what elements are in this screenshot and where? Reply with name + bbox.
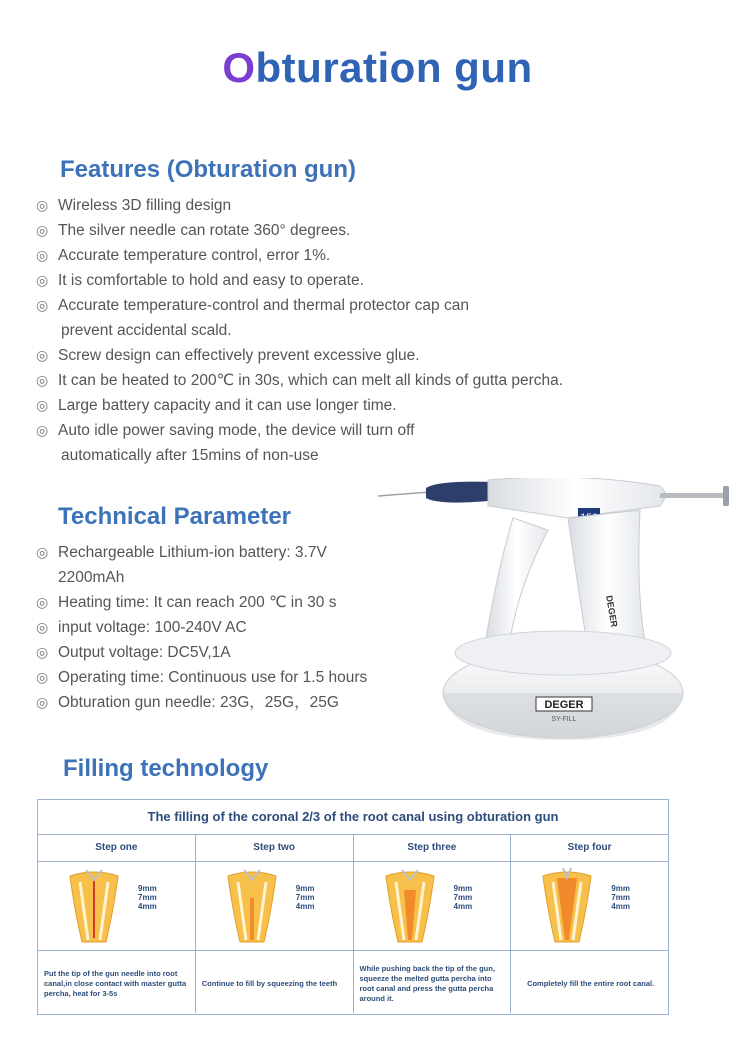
mm-label: 9mm xyxy=(138,884,157,893)
tooth-diagram xyxy=(224,868,280,946)
mm-label: 9mm xyxy=(453,884,473,893)
title-rest: bturation gun xyxy=(255,44,533,91)
steps-description-row xyxy=(38,951,668,1013)
list-item: ◎ Operating time: Continuous use for 1.5 hours xyxy=(36,669,368,686)
list-item: ◎ It is comfortable to hold and easy to operate. xyxy=(36,272,364,289)
list-item: ◎ Obturation gun needle: 23G，25G，25G xyxy=(36,694,339,711)
filling-heading: Filling technology xyxy=(63,755,269,782)
mm-label: 4mm xyxy=(453,902,473,911)
tooth-diagram xyxy=(539,868,595,946)
needle-shape xyxy=(378,492,430,496)
list-item: ◎ Wireless 3D filling design xyxy=(36,197,232,214)
technical-heading: Technical Parameter xyxy=(58,503,292,530)
step-label: Step two xyxy=(196,835,354,861)
mm-label: 4mm xyxy=(138,902,157,911)
table-title: The filling of the coronal 2/3 of the root canal using obturation gun xyxy=(38,800,668,835)
list-item: ◎ Output voltage: DC5V,1A xyxy=(36,644,231,661)
base-model: SY-FILL xyxy=(551,716,577,723)
step-image-cell xyxy=(354,862,512,950)
list-item: ◎ input voltage: 100-240V AC xyxy=(36,619,247,636)
step-label: Step three xyxy=(354,835,512,861)
tooth-diagram xyxy=(66,868,122,946)
step-description: While pushing back the tip of the gun, squeeze the melted gutta percha into root canal and press the gutta percha around it. xyxy=(354,951,512,1013)
mm-label: 4mm xyxy=(295,902,315,911)
list-item: ◎ Accurate temperature-control and thermal protector cap can prevent accidental scald. xyxy=(36,297,469,339)
list-item: ◎ Heating time: It can reach 200 ℃ in 30 s xyxy=(36,594,337,611)
mm-label: 7mm xyxy=(295,893,315,902)
base-brand: DEGER xyxy=(544,699,584,711)
obturation-gun-image xyxy=(378,478,748,748)
nozzle-shape xyxy=(426,482,498,503)
step-image-cell xyxy=(511,862,668,950)
step-description: Completely fill the entire root canal. xyxy=(527,979,655,988)
list-item: ◎ Auto idle power saving mode, the device will turn off automatically after 15mins of non-use xyxy=(36,422,415,464)
mm-label: 9mm xyxy=(295,884,315,893)
mm-label: 4mm xyxy=(611,902,630,911)
features-heading: Features (Obturation gun) xyxy=(60,156,356,183)
list-item: ◎ Screw design can effectively prevent excessive glue. xyxy=(36,347,420,364)
step-description: Put the tip of the gun needle into root canal,in close contact with master gutta percha, heat for 3-5s xyxy=(38,951,196,1013)
mm-label: 9mm xyxy=(611,884,630,893)
steps-header-row xyxy=(38,835,668,862)
trigger-shape xyxy=(486,518,548,640)
tooth-diagram xyxy=(382,868,438,946)
list-item: ◎ Accurate temperature control, error 1%. xyxy=(36,247,331,264)
list-item: ◎ Large battery capacity and it can use longer time. xyxy=(36,397,397,414)
features-list xyxy=(36,193,563,468)
step-image-cell xyxy=(196,862,354,950)
steps-image-row xyxy=(38,862,668,951)
step-image-cell xyxy=(38,862,196,950)
mm-label: 7mm xyxy=(138,893,157,902)
step-label: Step one xyxy=(38,835,196,861)
mm-label: 7mm xyxy=(453,893,473,902)
handle-brand: DEGER xyxy=(604,594,620,628)
list-item: ◎ The silver needle can rotate 360° degrees. xyxy=(36,222,351,239)
step-label: Step four xyxy=(567,842,612,853)
list-item: ◎ Rechargeable Lithium-ion battery: 3.7V 2200mAh xyxy=(36,544,327,586)
step-description: Continue to fill by squeezing the teeth xyxy=(196,951,354,1013)
filling-table xyxy=(37,799,669,1015)
technical-list xyxy=(36,540,367,715)
list-item: ◎ It can be heated to 200℃ in 30s, which can melt all kinds of gutta percha. xyxy=(36,372,564,389)
title-first-letter: O xyxy=(222,44,256,91)
handle-shape xyxy=(568,510,646,650)
page-title xyxy=(0,44,755,92)
mm-label: 7mm xyxy=(611,893,630,902)
